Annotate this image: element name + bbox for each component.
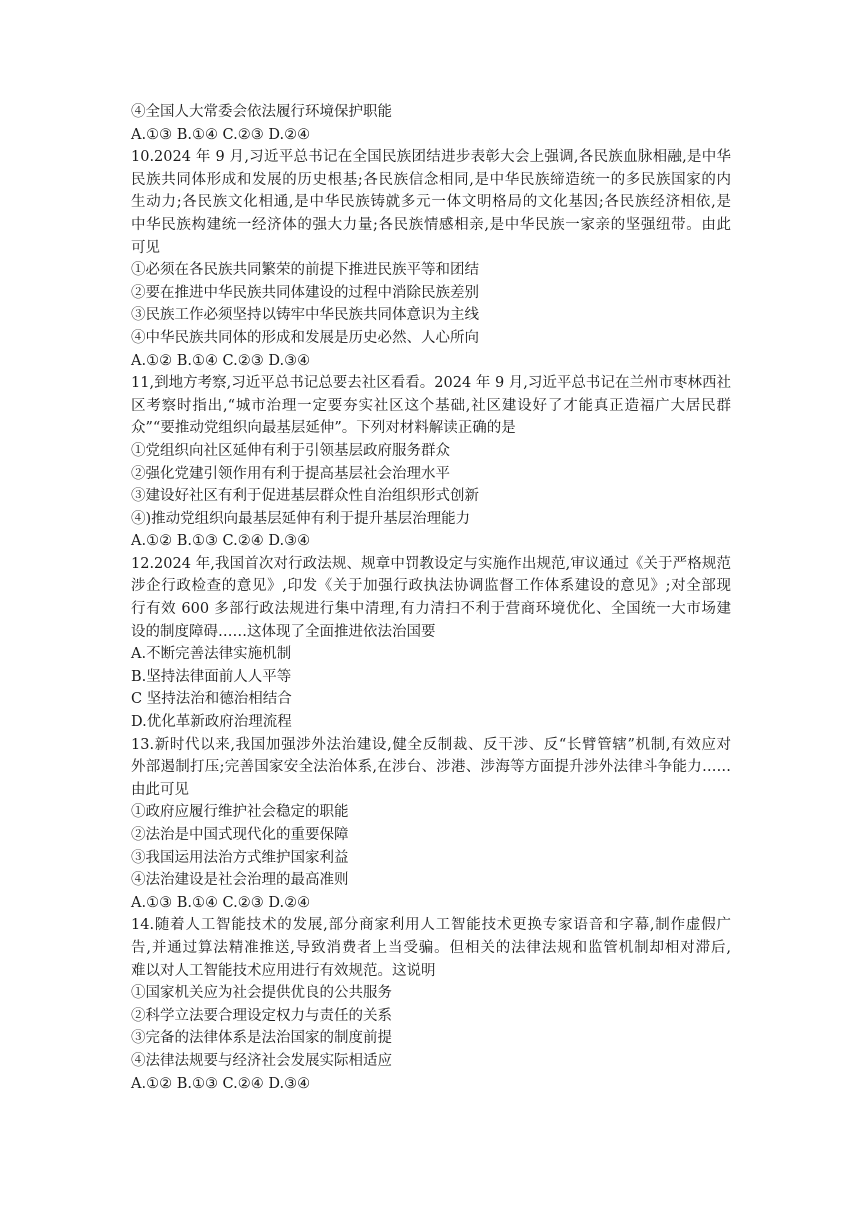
text-line: 12.2024 年,我国首次对行政法规、规章中罚教设定与实施作出规范,审议通过《关于严格规范 <box>131 555 731 572</box>
text-line: 13.新时代以来,我国加强涉外法治建设,健全反制裁、反干涉、反“长臂管辖”机制,有效应对 <box>131 736 731 753</box>
text-line: ①党组织向社区延伸有利于引领基层政府服务群众 <box>131 442 450 459</box>
text-line: A.①③ B.①④ C.②③ D.②④ <box>131 126 311 143</box>
text-line: 设的制度障碍……这体现了全面推进依法治国要 <box>131 623 436 640</box>
text-line: 由此可见 <box>131 781 189 798</box>
text-line: A.①③ B.①④ C.②③ D.②④ <box>131 894 311 911</box>
text-line: B.坚持法律面前人人平等 <box>131 668 292 685</box>
text-line: A.①② B.①④ C.②③ D.③④ <box>131 352 311 369</box>
text-line: ④法律法规要与经济社会发展实际相适应 <box>131 1052 392 1069</box>
text-line: ③我国运用法治方式维护国家利益 <box>131 849 349 866</box>
text-line: ①必须在各民族共同繁荣的前提下推进民族平等和团结 <box>131 262 479 279</box>
text-line: A.①② B.①③ C.②④ D.③④ <box>131 1075 311 1092</box>
text-line: ④全国人大常委会依法履行环境保护职能 <box>131 104 392 120</box>
text-line: ②强化党建引领作用有利于提高基层社会治理水平 <box>131 465 450 482</box>
text-line: 区考察时指出,“城市治理一定要夯实社区这个基础,社区建设好了才能真正造福广大居民群 <box>131 397 731 414</box>
text-line: A.①② B.①③ C.②④ D.③④ <box>131 533 311 550</box>
text-line: 告,并通过算法精准推送,导致消费者上当受骗。但相关的法律法规和监管机制却相对滞后, <box>131 939 731 956</box>
text-line: 11,到地方考察,习近平总书记总要去社区看看。2024 年 9 月,习近平总书记在兰州市枣林西社 <box>131 375 731 392</box>
text-line: ④法治建设是社会治理的最高准则 <box>131 872 349 889</box>
text-line: 难以对人工智能技术应用进行有效规范。这说明 <box>131 962 436 979</box>
text-line: 生动力;各民族文化相通,是中华民族铸就多元一体文明格局的文化基因;各民族经济相依,是 <box>131 194 731 211</box>
text-line: A.不断完善法律实施机制 <box>131 646 292 663</box>
text-line: ③建设好社区有利于促进基层群众性自治组织形式创新 <box>131 488 479 505</box>
text-line: 行有效 600 多部行政法规进行集中清理,有力清扫不利于营商环境优化、全国统一大市场建 <box>131 601 731 618</box>
text-line: ②科学立法要合理设定权力与责任的关系 <box>131 1007 392 1024</box>
text-line: D.优化革新政府治理流程 <box>131 714 292 731</box>
text-line: ②要在推进中华民族共同体建设的过程中消除民族差别 <box>131 284 479 301</box>
text-line: 众”“要推动党组织向最基层延伸”。下列对材料解读正确的是 <box>131 420 516 437</box>
text-line: 14.随着人工智能技术的发展,部分商家利用人工智能技术更换专家语音和字幕,制作虚假广 <box>131 917 731 934</box>
text-line: ①政府应履行维护社会稳定的职能 <box>131 804 349 821</box>
text-line: ①国家机关应为社会提供优良的公共服务 <box>131 985 392 1002</box>
text-line: 民族共同体形成和发展的历史根基;各民族信念相同,是中华民族缔造统一的多民族国家的内 <box>131 171 731 188</box>
exam-questions <box>131 101 731 1095</box>
text-line: ③完备的法律体系是法治国家的制度前提 <box>131 1030 392 1047</box>
text-line: ④中华民族共同体的形成和发展是历史必然、人心所向 <box>131 329 479 346</box>
text-line: ②法治是中国式现代化的重要保障 <box>131 827 349 843</box>
text-line: 涉企行政检查的意见》,印发《关于加强行政执法协调监督工作体系建设的意见》;对全部现 <box>131 578 731 595</box>
text-line: 可见 <box>131 239 160 256</box>
text-line: 10.2024 年 9 月,习近平总书记在全国民族团结进步表彰大会上强调,各民族血脉相融,是中华 <box>131 149 731 166</box>
text-line: ③民族工作必须坚持以铸牢中华民族共同体意识为主线 <box>131 307 479 324</box>
text-line: 中华民族构建统一经济体的强大力量;各民族情感相亲,是中华民族一家亲的坚强纽带。由此 <box>131 216 731 233</box>
text-line: 外部遏制打压;完善国家安全法治体系,在涉台、涉港、涉海等方面提升涉外法律斗争能力…… <box>131 759 731 776</box>
text-line: C 坚持法治和德治相结合 <box>131 691 292 708</box>
text-line: ④)推动党组织向最基层延伸有利于提升基层治理能力 <box>131 510 471 527</box>
